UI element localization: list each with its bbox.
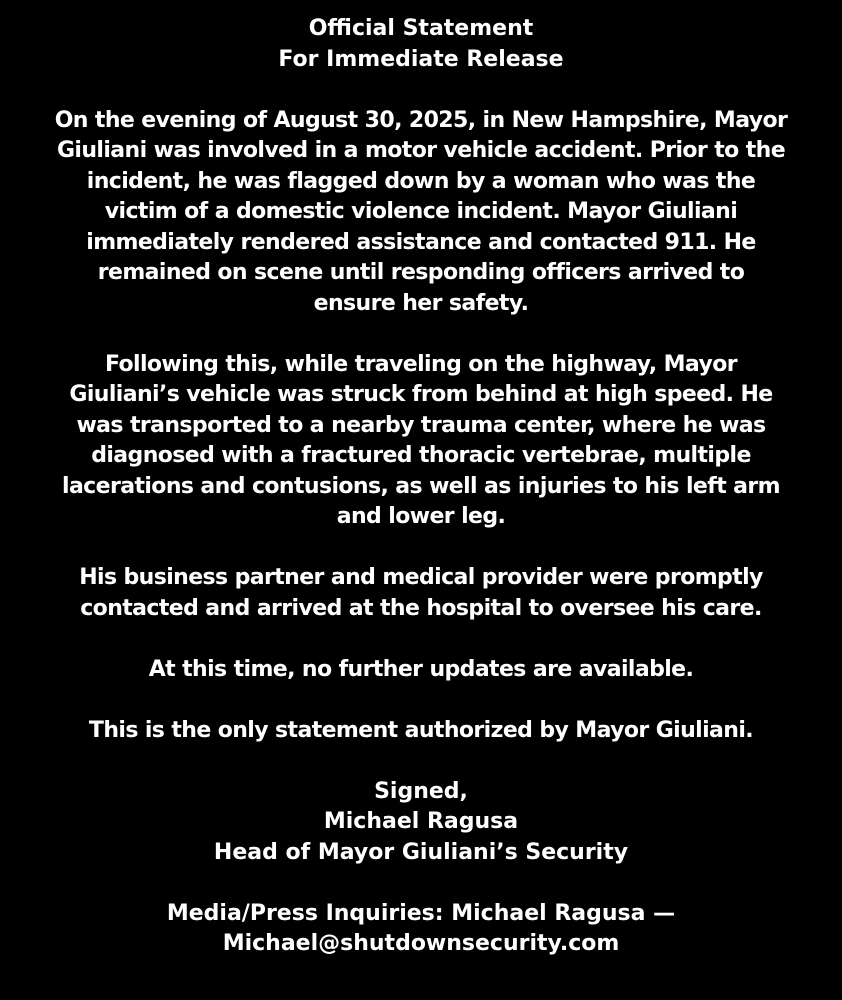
paragraph-line: victim of a domestic violence incident. Mayor Giuliani (104, 199, 738, 224)
paragraph-line: contacted and arrived at the hospital to oversee his care. (80, 595, 762, 621)
statement-header (0, 14, 842, 75)
paragraph-line: On the evening of August 30, 2025, in New Hampshire, Mayor (54, 107, 788, 133)
signer-role: Head of Mayor Giuliani’s Security (213, 839, 629, 865)
paragraph-line: Giuliani’s vehicle was struck from behind at high speed. He (69, 382, 773, 407)
paragraph-line: At this time, no further updates are available. (148, 656, 694, 682)
paragraph-line: Giuliani was involved in a motor vehicle accident. Prior to the (56, 138, 786, 163)
spacer (0, 75, 842, 106)
spacer (0, 746, 842, 777)
spacer (0, 868, 842, 899)
release-label: For Immediate Release (278, 46, 564, 72)
contact-label: Media/Press Inquiries: Michael Ragusa — (166, 900, 676, 926)
paragraph-line: incident, he was flagged down by a woman who was the (86, 168, 756, 194)
signer-name: Michael Ragusa (323, 809, 519, 834)
paragraph-line: was transported to a nearby trauma center, where he was (76, 412, 766, 438)
statement-title: Official Statement (308, 16, 534, 41)
paragraph-authorization (21, 716, 821, 747)
spacer (0, 319, 842, 350)
paragraph-line: immediately rendered assistance and contacted 911. He (86, 229, 756, 255)
spacer (0, 685, 842, 716)
paragraph-accident (21, 106, 821, 320)
signed-label: Signed, (374, 778, 468, 804)
paragraph-updates (21, 655, 821, 686)
paragraph-line: This is the only statement authorized by Mayor Giuliani. (88, 717, 754, 743)
paragraph-injuries (21, 350, 821, 533)
contact-block (0, 899, 842, 960)
paragraph-care (21, 563, 821, 624)
contact-email: Michael@shutdownsecurity.com (222, 931, 620, 956)
paragraph-line: ensure her safety. (313, 290, 529, 316)
spacer (0, 624, 842, 655)
signature-block (0, 777, 842, 869)
paragraph-line: remained on scene until responding officers arrived to (97, 260, 745, 285)
spacer (0, 533, 842, 564)
paragraph-line: His business partner and medical provider were promptly (79, 565, 763, 590)
paragraph-line: lacerations and contusions, as well as injuries to his left arm (62, 473, 780, 499)
paragraph-line: and lower leg. (336, 504, 506, 529)
paragraph-line: Following this, while traveling on the highway, Mayor (104, 351, 737, 377)
paragraph-line: diagnosed with a fractured thoracic vertebrae, multiple (91, 443, 751, 468)
